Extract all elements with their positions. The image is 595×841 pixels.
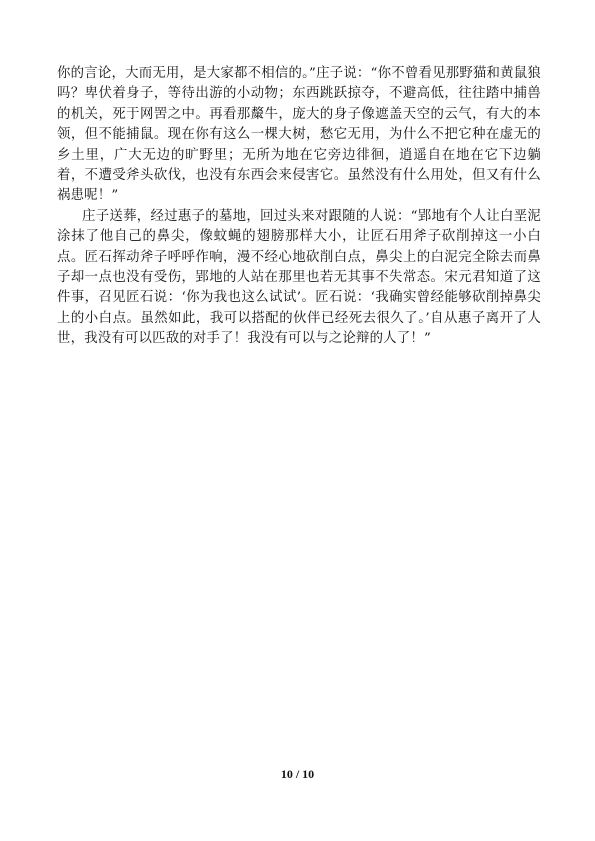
paragraph-2: 庄子送葬，经过惠子的墓地，回过头来对跟随的人说：“郢地有个人让白垩泥涂抹了他自己的鼻尖，像蚊蝇的翅膀那样大小，让匠石用斧子砍削掉这一小白点。匠石挥动斧子呼呼作响，漫不经心地砍削白点，鼻尖上的白泥完全除去而鼻子却一点也没有受伤，郢地的人站在那里也若无其事不失常态。宋元君知道了这件事，召见匠石说：‘你为我也这么试试’。匠石说：‘我确实曾经能够砍削掉鼻尖上的小白点。虽然如此，我可以搭配的伙伴已经死去很久了。’自从惠子离开了人世，我没有可以匹敌的对手了！我没有可以与之论辩的人了！” — [57, 208, 541, 347]
document-body — [57, 64, 541, 350]
paragraph-1: 你的言论，大而无用，是大家都不相信的。”庄子说：“你不曾看见那野猫和黄鼠狼吗？卑伏着身子，等待出游的小动物；东西跳跃掠夺，不避高低，往往踏中捕兽的机关，死于网罟之中。再看那斄牛，庞大的身子像遮盖天空的云气，有大的本领，但不能捕鼠。现在你有这么一棵大树，愁它无用，为什么不把它种在虚无的乡土里，广大无边的旷野里；无所为地在它旁边徘徊，逍遥自在地在它下边躺着，不遭受斧头砍伐，也没有东西会来侵害它。虽然没有什么用处，但又有什么祸患呢！” — [57, 66, 541, 204]
page-number: 10 / 10 — [280, 767, 315, 781]
